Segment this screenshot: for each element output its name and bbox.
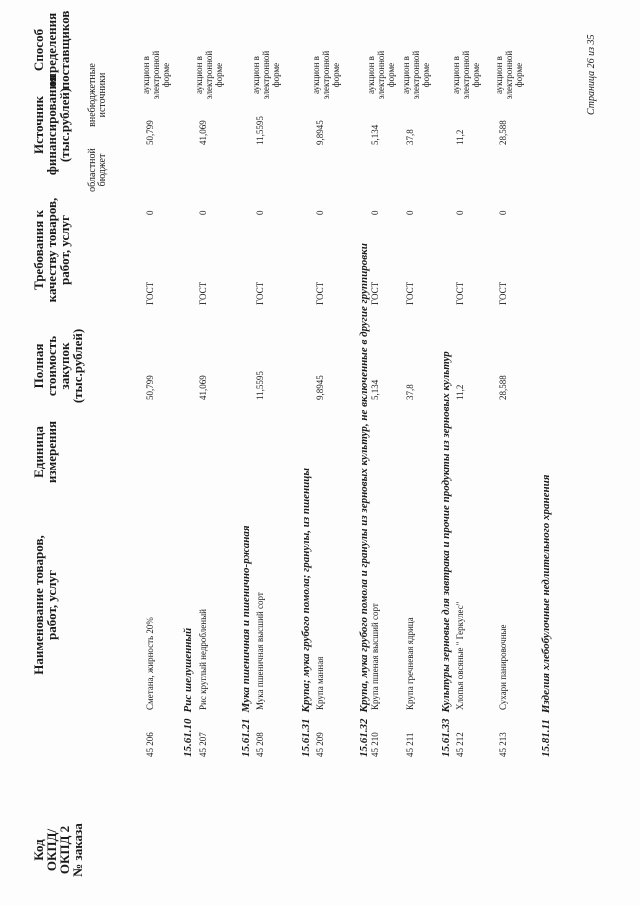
- header-unit: Единица измерения: [31, 420, 59, 484]
- total-cost: 5,134: [370, 379, 380, 400]
- group-code: 15.61.33: [440, 718, 452, 757]
- group-code: 15.61.10: [182, 718, 194, 757]
- group-title: Крупа, мука грубого помола и гранулы из зерновых культур, не включенные в другие группировки: [358, 243, 370, 713]
- order-number: 45 213: [498, 732, 508, 757]
- group-title: Мука пшеничная и пшенично-ржаная: [240, 525, 252, 713]
- quality-requirement: ГОСТ: [145, 281, 155, 305]
- finance-regional: 0: [198, 210, 208, 215]
- group-title: Культуры зерновые для завтрака и прочие продукты из зерновых культур: [440, 351, 452, 713]
- quality-requirement: ГОСТ: [255, 281, 265, 305]
- group-code: 15.81.11: [540, 719, 552, 757]
- item-name: Рис круглый недробленый: [198, 609, 208, 710]
- procurement-method: аукцион в электронной форме: [366, 50, 396, 100]
- total-cost: 28,588: [498, 375, 508, 400]
- page-number: Страница 26 из 35: [586, 34, 597, 115]
- quality-requirement: ГОСТ: [370, 281, 380, 305]
- total-cost: 11,5595: [255, 371, 265, 400]
- procurement-method: аукцион в электронной форме: [141, 50, 171, 100]
- group-title: Крупа; мука грубого помола; гранулы, из пшеницы: [300, 468, 312, 713]
- group-title: Рис шелушенный: [182, 627, 194, 713]
- item-name: Сметана, жирность 20%: [145, 617, 155, 710]
- total-cost: 9,8945: [315, 375, 325, 400]
- finance-regional: 0: [255, 210, 265, 215]
- order-number: 45 210: [370, 732, 380, 757]
- procurement-method: аукцион в электронной форме: [401, 50, 431, 100]
- finance-regional: 0: [145, 210, 155, 215]
- item-name: Крупа манная: [315, 656, 325, 710]
- finance-extra: 37,8: [405, 129, 415, 145]
- finance-extra: 50,799: [145, 120, 155, 145]
- order-number: 45 207: [198, 732, 208, 757]
- header-finance: Источник финансирования (тыс.рублей): [31, 74, 72, 176]
- order-number: 45 208: [255, 732, 265, 757]
- group-code: 15.61.31: [300, 718, 312, 757]
- group-heading: [540, 475, 552, 757]
- header-requirements: Требования к качеству товаров, работ, услуг: [31, 197, 72, 303]
- item-name: Хлопья овсяные " Геркулес": [455, 601, 465, 710]
- header-method: Способ определения поставщиков: [31, 10, 72, 90]
- header-name: Наименование товаров, работ, услуг: [31, 535, 59, 675]
- item-name: Крупа гречневая ядрица: [405, 617, 415, 710]
- group-heading: [182, 628, 194, 757]
- quality-requirement: ГОСТ: [198, 281, 208, 305]
- procurement-method: аукцион в электронной форме: [251, 50, 281, 100]
- total-cost: 37,8: [405, 384, 415, 400]
- order-number: 45 212: [455, 732, 465, 757]
- procurement-method: аукцион в электронной форме: [451, 50, 481, 100]
- header-finance-regional: областной бюджет: [87, 148, 108, 192]
- finance-regional: 0: [455, 210, 465, 215]
- quality-requirement: ГОСТ: [405, 281, 415, 305]
- item-name: Сухари панировочные: [498, 624, 508, 710]
- group-code: 15.61.32: [358, 718, 370, 757]
- procurement-method: аукцион в электронной форме: [494, 50, 524, 100]
- group-heading: [300, 468, 312, 757]
- group-title: Изделия хлебобулочные недлительного хранения: [540, 474, 552, 714]
- quality-requirement: ГОСТ: [455, 281, 465, 305]
- order-number: 45 206: [145, 732, 155, 757]
- finance-extra: 28,588: [498, 120, 508, 145]
- group-code: 15.61.21: [240, 718, 252, 757]
- group-heading: [440, 351, 452, 757]
- finance-regional: 0: [315, 210, 325, 215]
- total-cost: 11,2: [455, 384, 465, 400]
- finance-extra: 5,134: [370, 124, 380, 145]
- finance-extra: 11,5595: [255, 116, 265, 145]
- order-number: 45 209: [315, 732, 325, 757]
- finance-regional: 0: [370, 210, 380, 215]
- header-total: Полная стоимость закупок (тыс.рублей): [31, 328, 85, 404]
- item-name: Мука пшеничная высший сорт: [255, 592, 265, 710]
- procurement-method: аукцион в электронной форме: [311, 50, 341, 100]
- order-number: 45 211: [405, 732, 415, 757]
- header-code: Код ОКПД/ ОКПД 2 № заказа: [31, 823, 85, 877]
- finance-regional: 0: [498, 210, 508, 215]
- quality-requirement: ГОСТ: [498, 281, 508, 305]
- total-cost: 41,069: [198, 375, 208, 400]
- procurement-method: аукцион в электронной форме: [194, 50, 224, 100]
- quality-requirement: ГОСТ: [315, 281, 325, 305]
- item-name: Крупа пшеная высший сорт: [370, 603, 380, 710]
- finance-regional: 0: [405, 210, 415, 215]
- header-finance-extra: внебюджетные источники: [87, 63, 108, 127]
- group-heading: [240, 525, 252, 757]
- finance-extra: 11,2: [455, 129, 465, 145]
- finance-extra: 41,069: [198, 120, 208, 145]
- group-heading: [358, 243, 370, 757]
- finance-extra: 9,8945: [315, 120, 325, 145]
- total-cost: 50,799: [145, 375, 155, 400]
